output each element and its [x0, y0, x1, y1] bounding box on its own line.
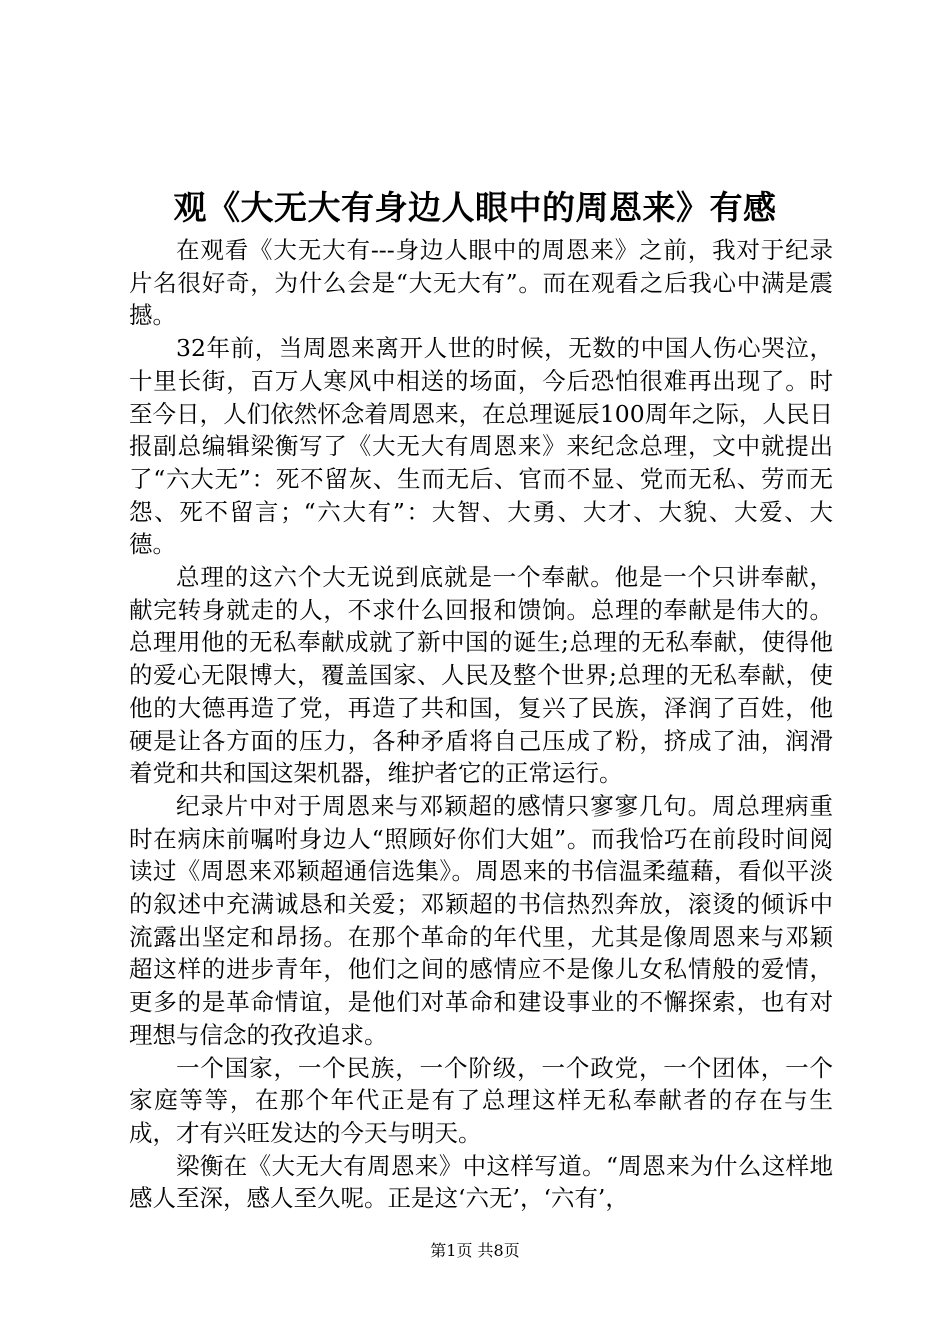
- paragraph-1: 在观看《大无大有---身边人眼中的周恩来》之前，我对于纪录片名很好奇，为什么会是“大无大有”。而在观看之后我心中满是震撼。: [129, 236, 833, 330]
- document-body: [129, 234, 833, 1215]
- paragraph-6: 梁衡在《大无大有周恩来》中这样写道。“周恩来为什么这样地感人至深，感人至久呢。正是这‘六无’，‘六有’，: [129, 1151, 833, 1213]
- document-title: 观《大无大有身边人眼中的周恩来》有感: [173, 188, 777, 227]
- paragraph-4: 纪录片中对于周恩来与邓颖超的感情只寥寥几句。周总理病重时在病床前嘱咐身边人“照顾好你们大姐”。而我恰巧在前段时间阅读过《周恩来邓颖超通信选集》。周恩来的书信温柔蕴藉，看似平淡的叙述中充满诚恳和关爱；邓颖超的书信热烈奔放，滚烫的倾诉中流露出坚定和昂扬。在那个革命的年代里，尤其是像周恩来与邓颖超这样的进步青年，他们之间的感情应不是像儿女私情般的爱情，更多的是革命情谊，是他们对革命和建设事业的不懈探索，也有对理想与信念的孜孜追求。: [129, 791, 833, 1049]
- paragraph-2: 32年前，当周恩来离开人世的时候，无数的中国人伤心哭泣，十里长街，百万人寒风中相送的场面，今后恐怕很难再出现了。时至今日，人们依然怀念着周恩来，在总理诞辰100周年之际，人民日报副总编辑梁衡写了《大无大有周恩来》来纪念总理，文中就提出了“六大无”：死不留灰、生而无后、官而不显、党而无私、劳而无怨、死不留言；“六大有”：大智、大勇、大才、大貌、大爱、大德。: [129, 334, 833, 559]
- paragraph-3: 总理的这六个大无说到底就是一个奉献。他是一个只讲奉献，献完转身就走的人，不求什么回报和馈饷。总理的奉献是伟大的。总理用他的无私奉献成就了新中国的诞生;总理的无私奉献，使得他的爱心无限博大，覆盖国家、人民及整个世界;总理的无私奉献，使他的大德再造了党，再造了共和国，复兴了民族，泽润了百姓，他硬是让各方面的压力，各种矛盾将自己压成了粉，挤成了油，润滑着党和共和国这架机器，维护者它的正常运行。: [129, 563, 833, 788]
- page-number-footer: 第1页 共8页: [430, 1241, 520, 1260]
- paragraph-5: 一个国家，一个民族，一个阶级，一个政党，一个团体，一个家庭等等，在那个年代正是有了总理这样无私奉献者的存在与生成，才有兴旺发达的今天与明天。: [129, 1053, 833, 1147]
